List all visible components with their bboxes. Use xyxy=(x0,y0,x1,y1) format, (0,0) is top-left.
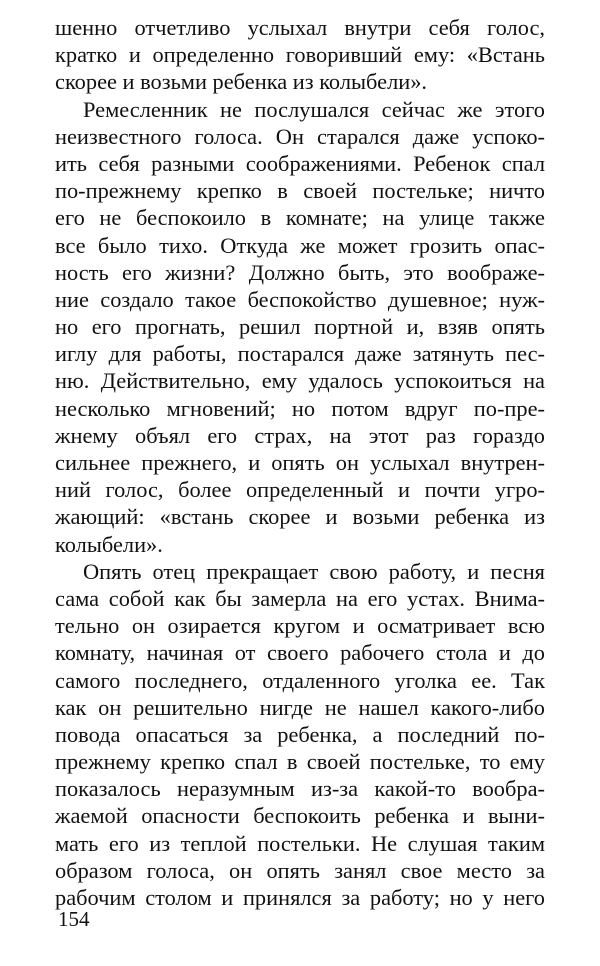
text-line: несколько мгновений; но потом вдруг по-пре- xyxy=(55,395,545,421)
text-line: колыбели». xyxy=(55,531,163,557)
text-line: жаемой опасности беспокоить ребенка и выни- xyxy=(55,803,545,829)
text-line: неизвестного голоса. Он старался даже успоко- xyxy=(55,123,545,149)
text-line: но его прогнать, решил портной и, взяв опять xyxy=(55,314,545,340)
text-line: ню. Действительно, ему удалось успокоиться на xyxy=(55,368,545,394)
text-line: комнату, начиная от своего рабочего стола и до xyxy=(55,640,545,666)
text-line: скорее и возьми ребенка из колыбели». xyxy=(55,69,428,95)
paragraph xyxy=(55,96,545,558)
text-line: ние создало такое беспокойство душевное; нуж- xyxy=(55,286,545,312)
text-line: шенно отчетливо услыхал внутри себя голос, xyxy=(55,15,545,40)
text-line: Ремесленник не послушался сейчас же этого xyxy=(83,96,545,122)
page-body xyxy=(55,14,545,911)
text-line: тельно он озирается кругом и осматривает всю xyxy=(55,613,545,639)
text-line: ний голос, более определенный и почти угро- xyxy=(55,477,545,503)
text-line: сама собой как бы замерла на его устах. Внима- xyxy=(55,585,545,611)
text-line: иглу для работы, постарался даже затянуть пес- xyxy=(55,341,545,367)
text-line: ность его жизни? Должно быть, это воображе- xyxy=(55,259,545,285)
paragraph xyxy=(55,558,545,911)
text-line: его не беспокоило в комнате; на улице также xyxy=(55,205,545,231)
text-line: ить себя разными соображениями. Ребенок спал xyxy=(55,150,545,176)
text-line: жающий: «встань скорее и возьми ребенка из xyxy=(55,504,545,530)
text-line: кратко и определенно говоривший ему: «Встань xyxy=(55,42,545,68)
text-line: повода опасаться за ребенка, а последний по- xyxy=(55,721,545,747)
text-line: сильнее прежнего, и опять он услыхал внутрен- xyxy=(55,450,545,475)
text-line: по-прежнему крепко в своей постельке; ничто xyxy=(55,178,545,204)
page-number: 154 xyxy=(58,907,90,931)
text-line: жнему объял его страх, на этот раз гораздо xyxy=(55,422,545,448)
text-line: самого последнего, отдаленного уголка ее. Так xyxy=(55,667,545,693)
text-line: показалось неразумным из-за какой-то вообра- xyxy=(55,776,545,802)
paragraph xyxy=(55,14,545,96)
text-line: мать его из теплой постельки. Не слушая таким xyxy=(55,830,545,856)
text-line: образом голоса, он опять занял свое место за xyxy=(55,857,545,883)
text-line: как он решительно нигде не нашел какого-либо xyxy=(55,694,545,720)
text-line: рабочим столом и принялся за работу; но у него xyxy=(55,885,545,910)
text-line: Опять отец прекращает свою работу, и песня xyxy=(83,558,545,584)
text-line: все было тихо. Откуда же может грозить опас- xyxy=(55,232,545,258)
text-line: прежнему крепко спал в своей постельке, то ему xyxy=(55,749,545,775)
